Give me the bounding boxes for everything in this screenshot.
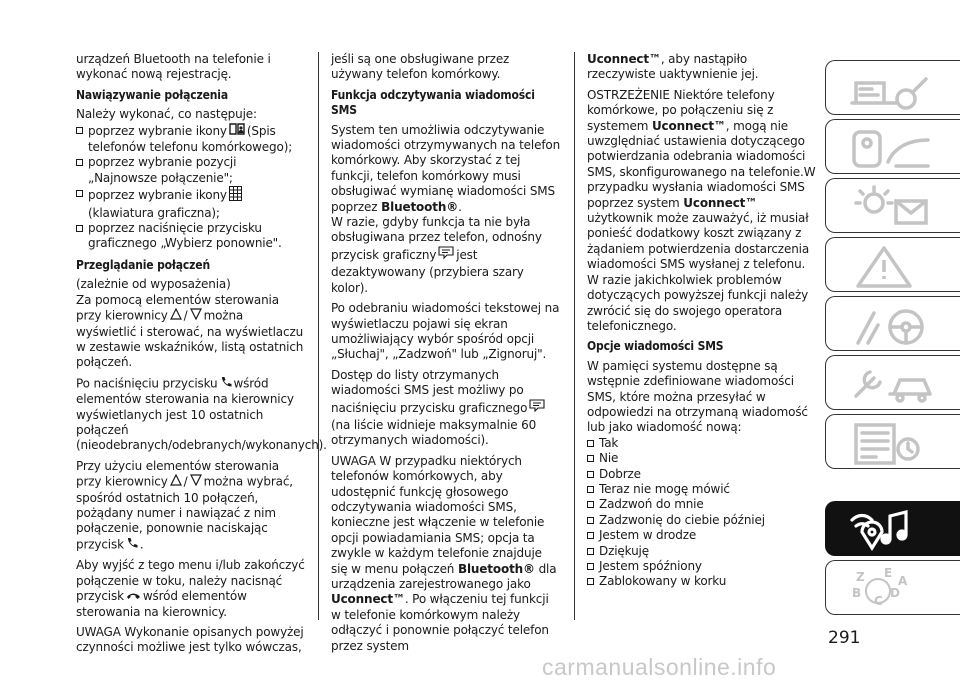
bullet-item: [76, 221, 306, 252]
column-divider: [574, 52, 575, 620]
bullet-square-icon: [76, 127, 83, 134]
bullet-text: (Spis telefonów telefonu komórkowego);: [88, 123, 293, 155]
column-2: [331, 52, 561, 659]
tab-tools-steering[interactable]: [825, 296, 960, 351]
light-envelope-icon: [844, 183, 954, 231]
tab-light-envelope[interactable]: [825, 178, 960, 233]
list-item: Jestem spóźniony: [587, 559, 817, 574]
tools-steering-icon: [844, 301, 954, 349]
bullet-square-icon: [76, 225, 83, 232]
sms-options-list: [587, 436, 817, 590]
column-divider: [318, 52, 319, 620]
list-item: Zadzwoń do mnie: [587, 497, 817, 512]
tab-car-key[interactable]: [825, 119, 960, 174]
bullet-square-icon: [587, 455, 594, 462]
bullet-square-icon: [587, 578, 594, 585]
sms-message-icon: [438, 246, 454, 265]
watermark: carmanualsonline.info: [542, 654, 777, 680]
phone-handset-icon: [220, 376, 232, 392]
page-number: 291: [828, 628, 861, 648]
paragraph: System ten umożliwia odczytywanie wiadomości otrzymywanych na telefon komórkowy. Aby skorzystać z tej funkcji, telefon komórkowy musi obsługiwać wymianę wiadomości SMS poprzez Bluetooth®.: [331, 122, 561, 214]
section-heading: Przeglądanie połączeń: [76, 257, 211, 272]
paragraph: Należy wykonać, co następuje:: [76, 107, 257, 122]
bullet-square-icon: [587, 548, 594, 555]
paragraph: Po naciśnięciu przycisku wśród elementów sterowania na kierownicy wyświetlanych jest 10 ostatnich połączeń (nieodebranych/odebranych/wykonanych).: [76, 376, 327, 453]
bullet-square-icon: [587, 471, 594, 478]
bullet-square-icon: [587, 563, 594, 570]
bullet-item: [76, 186, 306, 221]
multimedia-icon: [844, 506, 954, 554]
paragraph: W pamięci systemu dostępne są wstępnie zdefiniowane wiadomości SMS, które można przesyłać w odpowiedzi na otrzymaną wiadomość lub jako wiadomość nową:: [587, 358, 808, 435]
list-item: Dziękuję: [587, 544, 817, 559]
svg-text:Z: Z: [856, 570, 865, 584]
paragraph: Uconnect™, aby nastąpiło rzeczywiste uaktywnienie jej.: [587, 52, 759, 82]
bullet-text: poprzez naciśnięcie przycisku graficznego „Wybierz ponownie".: [88, 221, 282, 251]
list-item: Dobrze: [587, 467, 817, 482]
svg-text:E: E: [884, 566, 893, 580]
paragraph: W razie, gdyby funkcja ta nie była obsługiwana przez telefon, odnośny przycisk graficzny jest dezaktywowany (przybiera szary kolor).: [331, 215, 542, 295]
paragraph: (zależnie od wyposażenia): [76, 277, 231, 292]
svg-text:B: B: [852, 586, 862, 600]
tab-car-dashboard[interactable]: [825, 60, 960, 115]
bullet-square-icon: [587, 501, 594, 508]
list-item: Tak: [587, 436, 817, 451]
paragraph: Po odebraniu wiadomości tekstowej na wyświetlaczu pojawi się ekran umożliwiający wybór spośród opcji „Słuchaj", „Zadzwoń" lub „Zignoruj".: [331, 301, 560, 362]
bullet-square-icon: [587, 517, 594, 524]
car-dashboard-icon: [844, 65, 954, 113]
list-item: Jestem w drodze: [587, 528, 817, 543]
svg-text:C: C: [874, 594, 883, 608]
tab-spec-sheet[interactable]: [825, 414, 960, 469]
hang-up-icon: [126, 589, 141, 604]
paragraph: OSTRZEŻENIE Niektóre telefony komórkowe, po połączeniu się z systemem Uconnect™, mogą nie uwzględniać ustawienia dotyczącego potwierdzania odebrania wiadomości SMS, skonfigurowanego na telefonie.W przypadku wysłania wiadomości SMS poprzez system Uconnect™ użytkownik może zauważyć, iż musiał ponieść dodatkowy koszt związany z żądaniem potwierdzenia dostarczenia wiadomości SMS wysłanej z telefonu. W razie jakichkolwiek problemów dotyczących powyższej funkcji należy zwrócić się do swojego operatora telefonicznego.: [587, 87, 816, 333]
phonebook-icon: [229, 123, 245, 140]
paragraph: Za pomocą elementów sterowania przy kierownicy / można wyświetlić i sterować, na wyświetlaczu w zestawie wskaźników, listą ostatnich połączeń.: [76, 292, 304, 370]
arrow-up-triangle-icon: [170, 308, 182, 324]
paragraph: UWAGA Wykonanie opisanych powyżej czynności możliwe jest tylko wówczas,: [76, 625, 304, 655]
sms-message-icon: [529, 399, 545, 418]
warning-triangle-icon: [844, 242, 954, 290]
bullet-text: poprzez wybranie pozycji „Najnowsze połączenie";: [88, 155, 237, 185]
section-heading: Nawiązywanie połączenia: [76, 87, 228, 102]
tab-index-letters[interactable]: [825, 560, 960, 615]
bullet-square-icon: [587, 532, 594, 539]
column-3: [587, 52, 817, 590]
paragraph: Aby wyjść z tego menu i/lub zakończyć połączenie w toku, należy nacisnąć przycisk wśród elementów sterowania na kierownicy.: [76, 558, 305, 619]
keypad-icon: [229, 186, 242, 205]
bullet-item: [76, 155, 306, 186]
paragraph: Dostęp do listy otrzymanych wiadomości SMS jest możliwy po naciśnięciu przycisku graficznego(na liście widnieje maksymalnie 60 otrzymanych wiadomości).: [331, 368, 561, 449]
list-item: Zadzwonię do ciebie później: [587, 513, 817, 528]
section-heading: Funkcja odczytywania wiadomości SMS: [331, 87, 535, 118]
paragraph: jeśli są one obsługiwane przez używany telefon komórkowy.: [331, 52, 510, 82]
bullet-item: [76, 123, 306, 156]
svg-text:D: D: [890, 586, 900, 600]
paragraph: UWAGA W przypadku niektórych telefonów komórkowych, aby udostępnić funkcję głosowego odczytywania wiadomości SMS, konieczne jest włączenie w telefonie opcji powiadamiania SMS; opcja ta zwykle w każdym telefonie znajduje się w menu połączeń Bluetooth® dla urządzenia zarejestrowanego jako Uconnect™. Po włączeniu tej funkcji w telefonie komórkowym należy odłączyć i ponownie połączyć telefon przez system: [331, 453, 557, 653]
bullet-square-icon: [76, 190, 83, 197]
bullet-square-icon: [587, 486, 594, 493]
phone-handset-icon: [126, 537, 138, 553]
svg-text:A: A: [898, 574, 908, 588]
car-key-icon: [844, 124, 954, 172]
list-item: Nie: [587, 451, 817, 466]
section-heading: Opcje wiadomości SMS: [587, 339, 724, 354]
wrench-car-icon: [844, 360, 954, 408]
bullet-text: poprzez wybranie ikony: [88, 123, 227, 138]
paragraph: urządzeń Bluetooth na telefonie i wykonać nową rejestrację.: [76, 52, 271, 82]
tab-wrench-car[interactable]: [825, 355, 960, 410]
list-item: Teraz nie mogę mówić: [587, 482, 817, 497]
index-letters-icon: [844, 565, 954, 613]
tab-multimedia[interactable]: [825, 501, 960, 556]
bullet-text: (klawiatura graficzna);: [88, 205, 220, 220]
bullet-square-icon: [76, 159, 83, 166]
bullet-square-icon: [587, 440, 594, 447]
column-1: [76, 52, 327, 661]
bullet-text: poprzez wybranie ikony: [88, 188, 227, 203]
list-item: Zablokowany w korku: [587, 574, 817, 589]
spec-sheet-icon: [844, 419, 954, 467]
arrow-down-triangle-icon: [190, 308, 202, 324]
paragraph: Przy użyciu elementów sterowania przy kierownicy / można wybrać, spośród ostatnich 10 połączeń, pożądany numer i nawiązać z nim połączenie, ponownie naciskając przycisk .: [76, 458, 293, 552]
arrow-down-triangle-icon: [190, 474, 202, 490]
tab-warning-triangle[interactable]: [825, 237, 960, 292]
arrow-up-triangle-icon: [170, 474, 182, 490]
